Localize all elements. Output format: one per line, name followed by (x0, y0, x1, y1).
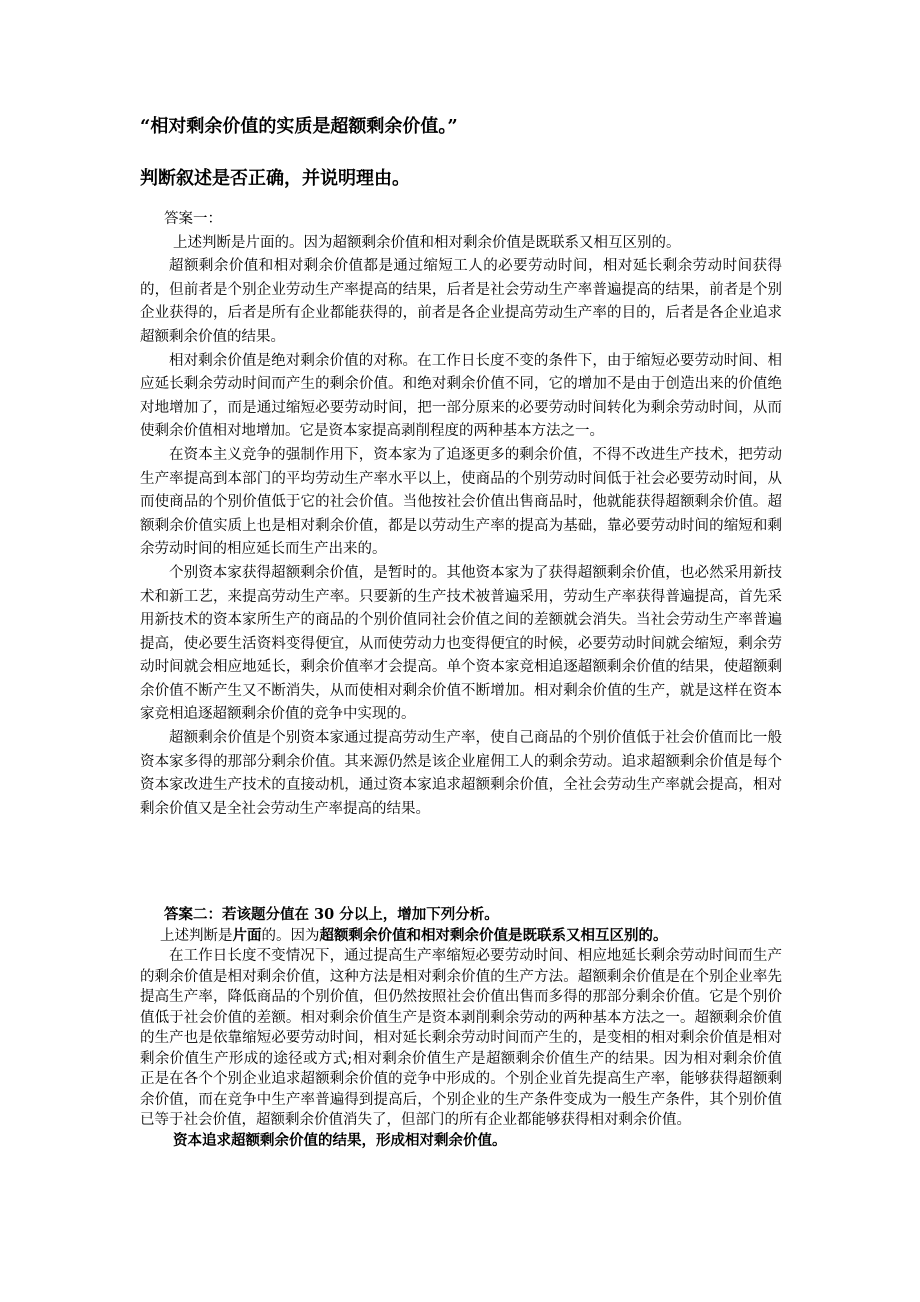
answer-one-paragraph: 超额剩余价值和相对剩余价值都是通过缩短工人的必要劳动时间，相对延长剩余劳动时间获得的，但前者是个别企业劳动生产率提高的结果，后者是社会劳动生产率普遍提高的结果，前者是个别企业获得的，后者是所有企业都能获得的，前者是各企业提高劳动生产率的目的，后者是各企业追求超额剩余价值的结果。 (140, 258, 782, 345)
answer-one-thesis: 上述判断是片面的。因为超额剩余价值和相对剩余价值是既联系又相互区别的。 (173, 234, 681, 251)
answer-two-paragraph: 在工作日长度不变情况下，通过提高生产率缩短必要劳动时间、相应地延长剩余劳动时间而生产的剩余价值是相对剩余价值，这种方法是相对剩余价值的生产方法。超额剩余价值是在个别企业率先提高生产率，降低商品的个别价值，但仍然按照社会价值出售而多得的那部分剩余价值。它是个别价值低于社会价值的差额。相对剩余价值生产是资本剥削剩余劳动的两种基本方法之一。超额剩余价值的生产也是依靠缩短必要劳动时间，相对延长剩余劳动时间而产生的，是变相的相对剩余价值是相对剩余价值生产形成的途径或方式;相对剩余价值生产是超额剩余价值生产的结果。因为相对剩余价值正是在各个个别企业追求超额剩余价值的竞争中形成的。个别企业首先提高生产率，能够获得超额剩余价值，而在竞争中生产率普遍得到提高后，个别企业的生产条件变成为一般生产条件，其个别价值已等于社会价值，超额剩余价值消失了，但部门的所有企业都能够获得相对剩余价值。 (140, 948, 782, 1128)
document-title: “相对剩余价值的实质是超额剩余价值。” (140, 116, 458, 137)
answer-one-paragraph: 相对剩余价值是绝对剩余价值的对称。在工作日长度不变的条件下，由于缩短必要劳动时间、相应延长剩余劳动时间而产生的剩余价值。和绝对剩余价值不同，它的增加不是由于创造出来的价值绝对地增加了，而是通过缩短必要劳动时间，把一部分原来的必要劳动时间转化为剩余劳动时间，从而使剩余价值相对地增加。它是资本家提高剥削程度的两种基本方法之一。 (140, 352, 782, 440)
answer-one-paragraph: 个别资本家获得超额剩余价值，是暂时的。其他资本家为了获得超额剩余价值，也必然采用新技术和新工艺，来提高劳动生产率。只要新的生产技术被普遍采用，劳动生产率获得普遍提高，首先采用新技术的资本家所生产的商品的个别价值同社会价值之间的差额就会消失。当社会劳动生产率普遍提高，使必要生活资料变得便宜，从而使劳动力也变得便宜的时候，必要劳动时间就会缩短，剩余劳动时间就会相应地延长，剩余价值率才会提高。单个资本家竞相追逐超额剩余价值的结果，使超额剩余价值不断产生又不断消失，从而使相对剩余价值不断增加。相对剩余价值的生产，就是这样在资本家竞相追逐超额剩余价值的竞争中实现的。 (140, 564, 782, 723)
answer-two-thesis-prefix: 上述判断是 (160, 927, 233, 944)
answer-two-conclusion: 资本追求超额剩余价值的结果，形成相对剩余价值。 (173, 1131, 507, 1149)
answer-one-paragraph: 在资本主义竞争的强制作用下，资本家为了追逐更多的剩余价值，不得不改进生产技术，把劳动生产率提高到本部门的平均劳动生产率水平以上，使商品的个别劳动时间低于社会必要劳动时间，从而使商品的个别价值低于它的社会价值。当他按社会价值出售商品时，他就能获得超额剩余价值。超额剩余价值实质上也是相对剩余价值，都是以劳动生产率的提高为基础，靠必要劳动时间的缩短和剩余劳动时间的相应延长而生产出来的。 (140, 446, 782, 558)
answer-one-label: 答案一： (164, 211, 222, 227)
answer-two-thesis-emphasis: 超额剩余价值和相对剩余价值是既联系又相互区别的。 (319, 926, 668, 944)
answer-two-section (140, 905, 782, 1151)
answer-two-label: 答案二：若该题分值在 30 分以上，增加下列分析。 (164, 906, 499, 923)
answer-two-thesis-mid: 的。因为 (261, 927, 320, 944)
question-prompt: 判断叙述是否正确，并说明理由。 (140, 168, 410, 189)
answer-two-thesis (140, 926, 782, 947)
answer-two-thesis-emphasis: 片面 (232, 926, 262, 944)
answer-one-section (140, 208, 782, 821)
answer-one-paragraph: 超额剩余价值是个别资本家通过提高劳动生产率，使自己商品的个别价值低于社会价值而比一般资本家多得的那部分剩余价值。其来源仍然是该企业雇佣工人的剩余劳动。追求超额剩余价值是每个资本家改进生产技术的直接动机，通过资本家追求超额剩余价值，全社会劳动生产率就会提高，相对剩余价值又是全社会劳动生产率提高的结果。 (140, 730, 782, 817)
